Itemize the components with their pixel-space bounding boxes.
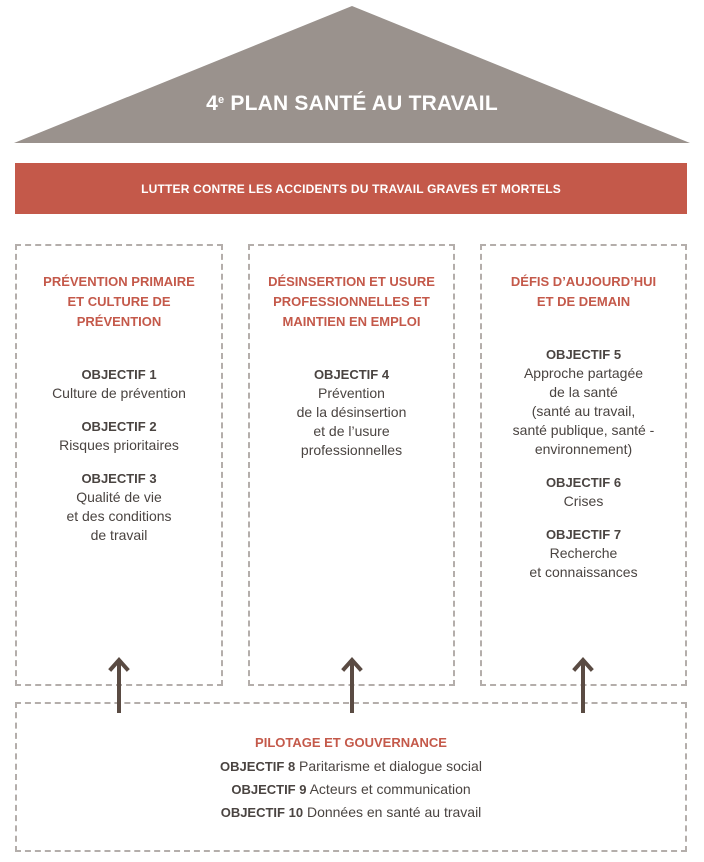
- base-governance: [15, 702, 687, 852]
- banner-text: LUTTER CONTRE LES ACCIDENTS DU TRAVAIL GRAVES ET MORTELS: [141, 181, 561, 196]
- pillar-title: DÉFIS D’AUJOURD’HUI ET DE DEMAIN: [510, 274, 657, 309]
- objective-list: [23, 366, 215, 560]
- objective-list: [256, 366, 447, 475]
- objective-list: [488, 346, 679, 597]
- base-title: PILOTAGE ET GOUVERNANCE: [255, 735, 447, 750]
- objective-2: OBJECTIF 2 Risques prioritaires: [59, 419, 179, 453]
- arrow-up-icon: [341, 656, 363, 714]
- objective-6: OBJECTIF 6 Crises: [545, 475, 622, 509]
- objective-8: OBJECTIF 8 Paritarisme et dialogue social: [220, 758, 482, 774]
- arrow-up-icon: [572, 656, 594, 714]
- pillar-title: PRÉVENTION PRIMAIRE ET CULTURE DE PRÉVENTION: [43, 274, 195, 329]
- pillar-prevention-primaire: [15, 244, 223, 686]
- banner-priority: [15, 163, 687, 214]
- roof-shape: [0, 0, 704, 150]
- objective-3: OBJECTIF 3 Qualité de vie et des conditions de travail: [66, 471, 172, 543]
- objective-9: OBJECTIF 9 Acteurs et communication: [231, 781, 471, 797]
- objective-10: OBJECTIF 10 Données en santé au travail: [220, 804, 482, 820]
- pillar-title: DÉSINSERTION ET USURE PROFESSIONNELLES ET MAINTIEN EN EMPLOI: [268, 274, 435, 329]
- pillar-desinsertion: [248, 244, 455, 686]
- arrow-up-icon: [108, 656, 130, 714]
- pillar-defis: [480, 244, 687, 686]
- objective-5: OBJECTIF 5 Approche partagée de la santé (santé au travail, santé publique, santé - environnement): [512, 347, 655, 457]
- plan-title: 4e PLAN SANTÉ AU TRAVAIL: [206, 92, 498, 115]
- roof-triangle: [14, 6, 690, 143]
- objective-1: OBJECTIF 1 Culture de prévention: [52, 367, 186, 401]
- objective-7: OBJECTIF 7 Recherche et connaissances: [529, 527, 638, 580]
- objective-4: OBJECTIF 4 Prévention de la désinsertion et de l’usure professionnelles: [296, 367, 407, 458]
